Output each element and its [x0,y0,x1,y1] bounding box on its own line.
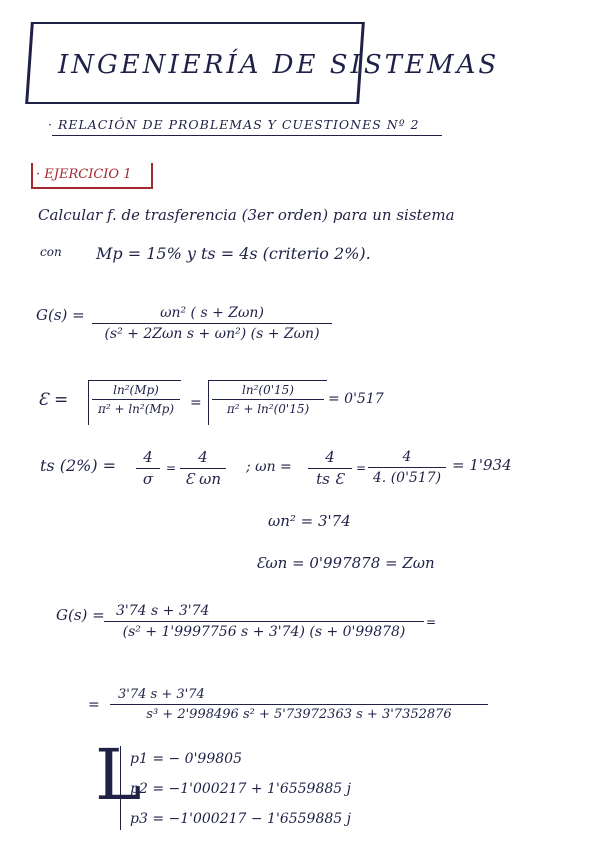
fraction-bar [212,399,324,400]
wn-squared-result: ωn² = 3'74 [268,512,351,530]
fraction-bar [180,468,226,469]
statement-prefix: con [40,245,62,259]
gs-general-numerator: ωn² ( s + Zωn) [160,305,264,321]
gs-expanded-numerator: 3'74 s + 3'74 [118,687,205,702]
gs-numeric-lhs: G(s) = [56,606,105,624]
ts-f4-num: 4 [402,449,412,465]
gs-expanded-fraction [110,688,488,721]
fraction-bar [308,468,352,469]
epsilon-num-1: ln²(Mp) [113,383,159,397]
ts-eq-1: = [166,461,177,475]
ts-f4-den: 4. (0'517) [372,470,442,486]
ts-result: = 1'934 [452,456,512,474]
ts-f3-num: 4 [325,448,335,466]
epsilon-lhs: Ɛ = [38,390,69,410]
epsilon-fraction-2 [212,384,324,415]
epsilon-num-2: ln²(0'15) [242,383,294,397]
subtitle-underline [52,135,442,136]
epsilon-den-1: π² + ln²(Mp) [97,402,175,416]
fraction-bar [92,323,332,324]
ts-eq-2: = [356,461,367,475]
gs-expanded-denominator: s³ + 2'998496 s² + 5'73972363 s + 3'7352876 [146,707,452,722]
gs-general-fraction [92,306,332,341]
fraction-bar [368,467,446,468]
exercise-label: · EJERCICIO 1 [36,167,132,182]
ts-f2-num: 4 [198,448,208,466]
gs-numeric-numerator: 3'74 s + 3'74 [116,603,210,619]
epsilon-den-2: π² + ln²(0'15) [226,402,310,416]
poles-bracket [120,746,121,830]
statement-line-1: Calcular f. de trasferencia (3er orden) para un sistema [38,206,455,224]
page-title: INGENIERÍA DE SISTEMAS [58,50,500,80]
pole-3: p3 = −1'000217 − 1'6559885 j [130,811,351,827]
ts-fraction-4 [368,450,446,485]
pole-1: p1 = − 0'99805 [130,751,242,767]
gs-numeric-denominator: (s² + 1'9997756 s + 3'74) (s + 0'99878) [122,624,406,640]
fraction-bar [104,621,424,622]
ts-lhs: ts (2%) = [40,456,117,475]
ts-f1-den: σ [142,470,154,488]
ts-sep: ; ωn = [246,459,292,475]
epsilon-wn-result: Ɛωn = 0'997878 = Zωn [256,554,435,572]
gs-numeric-tail: = [426,615,437,629]
ts-fraction-3 [308,450,352,487]
ts-fraction-1 [136,450,160,487]
fraction-bar [92,399,180,400]
ts-f1-num: 4 [143,448,153,466]
fraction-bar [136,468,160,469]
gs-expanded-eq: = [88,697,100,713]
gs-numeric-fraction [104,604,424,639]
gs-general-denominator: (s² + 2Zωn s + ωn²) (s + Zωn) [104,326,320,342]
fraction-bar [110,704,488,705]
subtitle: · RELACIÓN DE PROBLEMAS Y CUESTIONES Nº 2 [48,117,420,132]
statement-line-2: Mp = 15% y ts = 4s (criterio 2%). [96,244,371,263]
ts-f2-den: Ɛ ωn [184,470,221,488]
gs-general-lhs: G(s) = [36,306,85,324]
pole-2: p2 = −1'000217 + 1'6559885 j [130,781,351,797]
epsilon-result: = 0'517 [328,391,384,407]
epsilon-fraction-1 [92,384,180,415]
epsilon-eq: = [190,395,202,411]
ts-fraction-2 [180,450,226,487]
poles-brace: L [95,734,142,816]
ts-f3-den: ts Ɛ [316,470,344,488]
